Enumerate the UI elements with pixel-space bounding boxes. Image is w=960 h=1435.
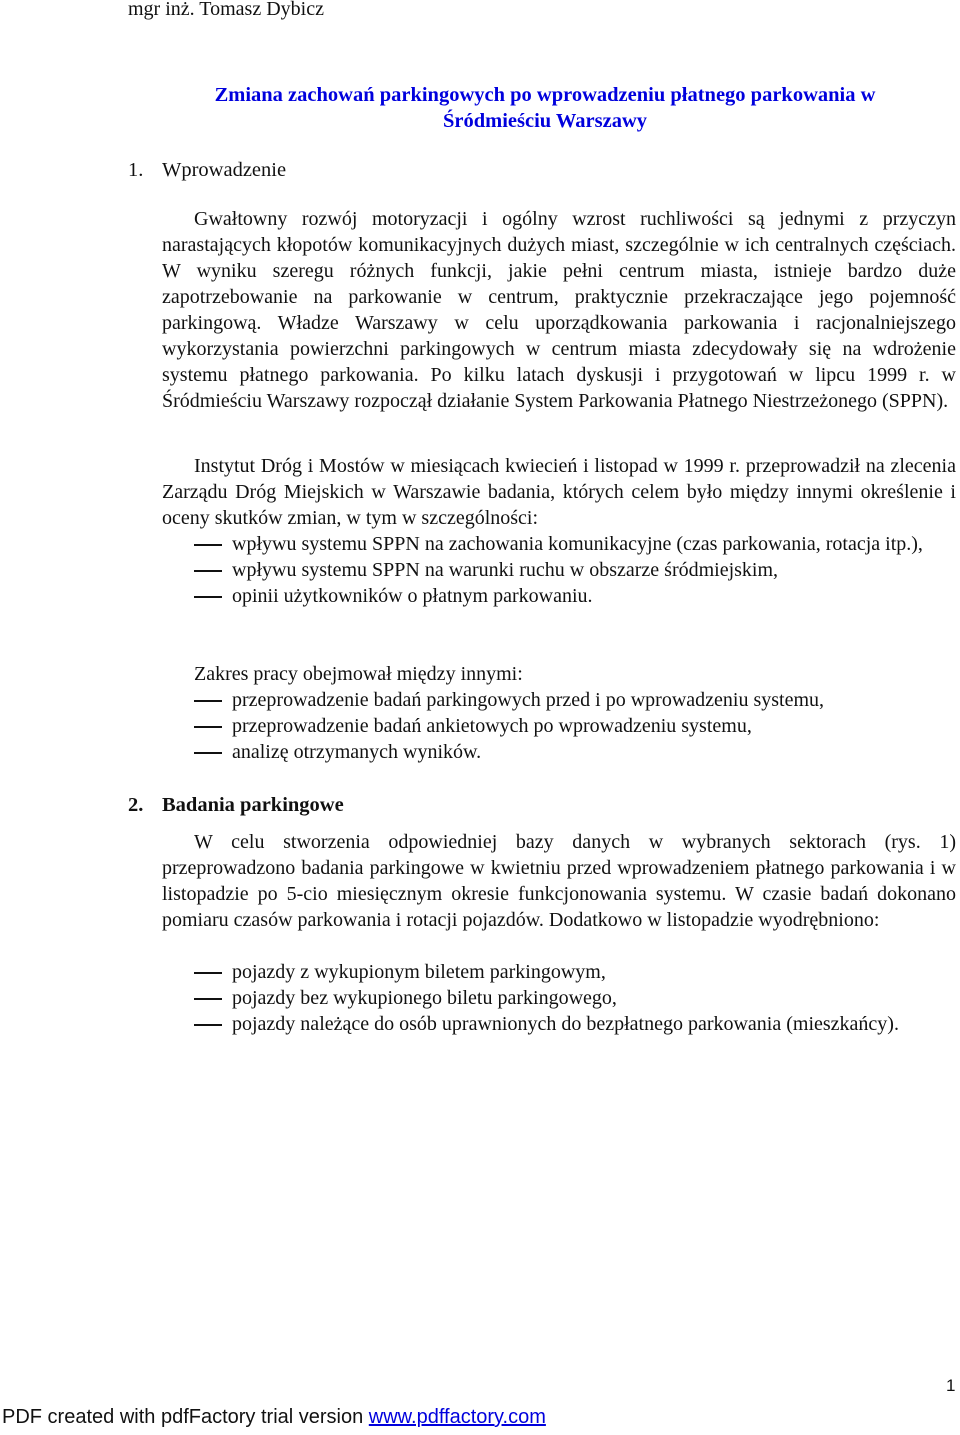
list-item-text: analizę otrzymanych wyników. xyxy=(232,741,482,763)
list-item-text: przeprowadzenie badań parkingowych przed i po wprowadzeniu systemu, xyxy=(232,689,825,711)
list-item-text: wpływu systemu SPPN na warunki ruchu w obszarze śródmiejskim, xyxy=(232,559,779,581)
list-item xyxy=(162,531,956,557)
section-2-number: 2. xyxy=(128,794,144,816)
dash-bullet xyxy=(194,752,222,754)
list-item xyxy=(162,739,956,765)
section-2-title: Badania parkingowe xyxy=(162,794,344,816)
section-1-paragraph-2: Instytut Dróg i Mostów w miesiącach kwiecień i listopad w 1999 r. przeprowadził na zlecenia Zarządu Dróg Miejskich w Warszawie badania, których celem było między innymi określenie i oceny skutków zmian, w tym w szczególności: xyxy=(162,455,956,529)
list-item xyxy=(162,583,956,609)
section-1-number: 1. xyxy=(128,159,144,181)
page-number: 1 xyxy=(946,1376,956,1395)
list-item-text: przeprowadzenie badań ankietowych po wprowadzeniu systemu, xyxy=(232,715,752,737)
list-item xyxy=(162,1011,956,1037)
dash-bullet xyxy=(194,972,222,974)
list-item xyxy=(162,959,956,985)
dash-bullet xyxy=(194,544,222,546)
title-line-2: Śródmieściu Warszawy xyxy=(442,110,648,132)
list-item xyxy=(162,713,956,739)
list-item-text: pojazdy bez wykupionego biletu parkingowego, xyxy=(232,987,617,1009)
dash-bullet xyxy=(194,726,222,728)
list-item-text: pojazdy z wykupionym biletem parkingowym, xyxy=(232,961,606,983)
section-2-paragraph-1: W celu stworzenia odpowiedniej bazy danych w wybranych sektorach (rys. 1) przeprowadzono badania parkingowe w kwietniu przed wprowadzeniem płatnego parkowania i w listopadzie po 5-cio miesięcznym okresie funkcjonowania systemu. W czasie badań dokonano pomiaru czasów parkowania i rotacji pojazdów. Dodatkowo w listopadzie wyodrębniono: xyxy=(162,831,956,931)
list-item xyxy=(162,985,956,1011)
footer-link[interactable]: www.pdffactory.com xyxy=(368,1406,546,1428)
dash-bullet xyxy=(194,998,222,1000)
section-1-list-2 xyxy=(162,687,956,765)
footer-text: PDF created with pdfFactory trial version xyxy=(2,1406,369,1428)
dash-bullet xyxy=(194,700,222,702)
section-1-list-1 xyxy=(162,531,956,609)
title-line-1: Zmiana zachowań parkingowych po wprowadzeniu płatnego parkowania w xyxy=(214,84,876,106)
list-item xyxy=(162,687,956,713)
list-item-text: pojazdy należące do osób uprawnionych do bezpłatnego parkowania (mieszkańcy). xyxy=(232,1013,899,1035)
dash-bullet xyxy=(194,1024,222,1026)
section-2-heading xyxy=(128,792,344,818)
list-item xyxy=(162,557,956,583)
dash-bullet xyxy=(194,596,222,598)
section-1-paragraph-1: Gwałtowny rozwój motoryzacji i ogólny wzrost ruchliwości są jednymi z przyczyn narastających kłopotów komunikacyjnych dużych miast, szczególnie w ich centralnych częściach. W wyniku szeregu różnych funkcji, jakie pełni centrum miasta, istnieje bardzo duże zapotrzebowanie na parkowanie w centrum, praktycznie przekraczające jego pojemność parkingową. Władze Warszawy w celu uporządkowania parkowania i racjonalniejszego wykorzystania powierzchni parkingowych w centrum miasta zdecydowały się na wdrożenie systemu płatnego parkowania. Po kilku latach dyskusji i przygotowań w lipcu 1999 r. w Śródmieściu Warszawy rozpoczął działanie System Parkowania Płatnego Niestrzeżonego (SPPN). xyxy=(162,208,956,412)
pdf-footer xyxy=(2,1406,546,1429)
list-item-text: opinii użytkowników o płatnym parkowaniu. xyxy=(232,585,593,607)
document-title xyxy=(150,82,940,134)
list-item-text: wpływu systemu SPPN na zachowania komunikacyjne (czas parkowania, rotacja itp.), xyxy=(232,533,923,555)
section-1-paragraph-3: Zakres pracy obejmował między innymi: xyxy=(194,663,523,685)
section-1-heading xyxy=(128,157,286,183)
section-2-list xyxy=(162,959,956,1037)
author-header: mgr inż. Tomasz Dybicz xyxy=(128,0,324,20)
dash-bullet xyxy=(194,570,222,572)
section-1-title: Wprowadzenie xyxy=(162,159,287,181)
